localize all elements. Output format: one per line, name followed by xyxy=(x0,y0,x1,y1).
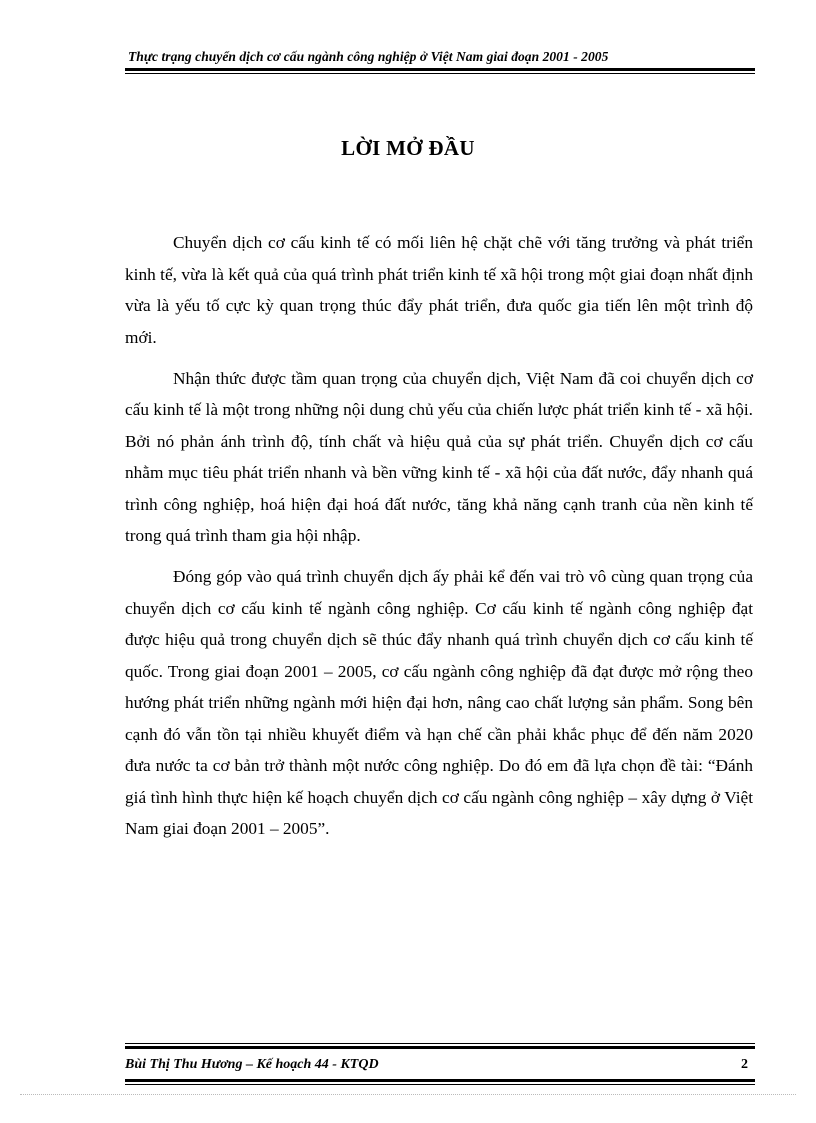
footer-rule-thin xyxy=(125,1043,755,1044)
header-rule-thin xyxy=(125,73,755,74)
paragraph-3: Đóng góp vào quá trình chuyển dịch ấy phải kể đến vai trò vô cùng quan trọng của chuyển dịch cơ cấu kinh tế ngành công nghiệp. Cơ cấu kinh tế ngành công nghiệp đạt được hiệu quả trong chuyển dịch sẽ thúc đẩy nhanh quá trình chuyển dịch cơ cấu kinh tế quốc. Trong giai đoạn 2001 – 2005, cơ cấu ngành công nghiệp đã đạt được mở rộng theo hướng phát triển những ngành mới hiện đại hơn, nâng cao chất lượng sản phẩm. Song bên cạnh đó vẫn tồn tại nhiều khuyết điểm và hạn chế cần phải khắc phục để đến năm 2020 đưa nước ta cơ bản trở thành một nước công nghiệp. Do đó em đã lựa chọn đề tài: “Đánh giá tình hình thực hiện kế hoạch chuyển dịch cơ cấu ngành công nghiệp – xây dựng ở Việt Nam giai đoạn 2001 – 2005”. xyxy=(125,567,753,838)
paragraph-2: Nhận thức được tầm quan trọng của chuyển dịch, Việt Nam đã coi chuyển dịch cơ cấu kinh tế là một trong những nội dung chủ yếu của chiến lược phát triển kinh tế - xã hội. Bởi nó phản ánh trình độ, tính chất và hiệu quả của sự phát triển. Chuyển dịch cơ cấu nhằm mục tiêu phát triển nhanh và bền vững kinh tế - xã hội của đất nước, đẩy nhanh quá trình công nghiệp, hoá hiện đại hoá đất nước, tăng khả năng cạnh tranh của nền kinh tế trong quá trình tham gia hội nhập. xyxy=(125,368,753,545)
footer-rule-thick xyxy=(125,1046,755,1049)
footer-author: Bùi Thị Thu Hương – Kế hoạch 44 - KTQD xyxy=(125,1057,379,1072)
footer-bottom-rule-thin xyxy=(125,1084,755,1085)
page-number: 2 xyxy=(741,1057,748,1072)
paragraph-1: Chuyển dịch cơ cấu kinh tế có mối liên hệ chặt chẽ với tăng trưởng và phát triển kinh tế, vừa là kết quả của quá trình phát triển kinh tế xã hội trong một giai đoạn nhất định vừa là yếu tố cực kỳ quan trọng thúc đẩy phát triển, đưa quốc gia tiến lên một trình độ mới. xyxy=(125,233,753,347)
running-header: Thực trạng chuyển dịch cơ cấu ngành công nghiệp ở Việt Nam giai đoạn 2001 - 2005 xyxy=(128,49,609,64)
body-text xyxy=(125,227,753,854)
page-edge-dotted-line xyxy=(20,1094,796,1095)
footer-bottom-rule-thick xyxy=(125,1079,755,1082)
header-rule-thick xyxy=(125,68,755,71)
page-title: LỜI MỞ ĐẦU xyxy=(341,136,475,160)
